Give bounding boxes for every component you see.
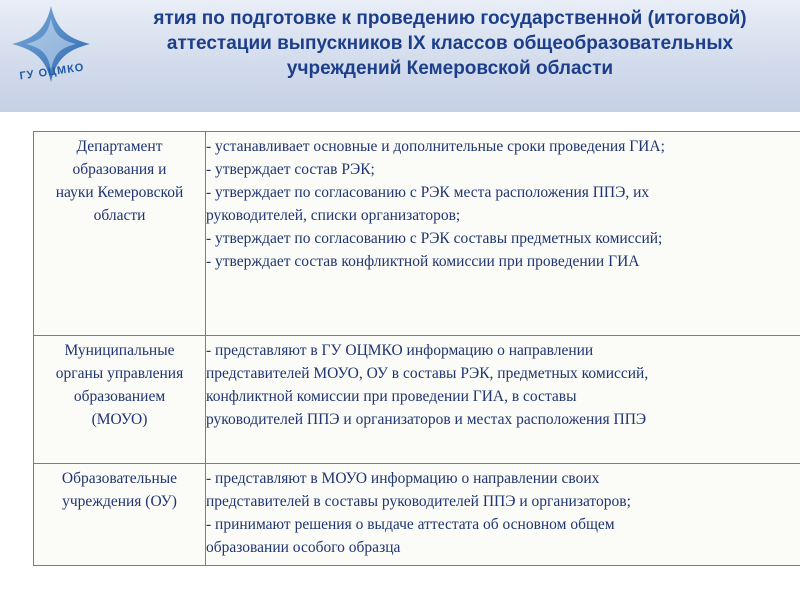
- department-cell: [34, 464, 206, 566]
- table-row: [34, 336, 800, 464]
- duty-line: образовании особого образца: [206, 539, 401, 556]
- department-line: Муниципальные: [64, 342, 175, 359]
- department-cell: [34, 132, 206, 336]
- duty-line: руководителей ППЭ и организаторов и местах расположения ППЭ: [206, 411, 647, 428]
- department-line: Образовательные: [61, 470, 178, 487]
- duty-line: - утверждает по согласованию с РЭК составы предметных комиссий;: [206, 230, 663, 247]
- duties-cell: [206, 336, 800, 464]
- page-title: [95, 6, 800, 81]
- department-line: Департамент: [76, 138, 163, 155]
- duty-line: - представляют в МОУО информацию о направлении своих: [206, 470, 600, 487]
- duty-line: - утверждает состав РЭК;: [206, 161, 375, 178]
- department-line: образованием: [73, 388, 166, 405]
- duties-cell: [206, 132, 800, 336]
- table-row: [34, 132, 800, 336]
- duty-line: - утверждает состав конфликтной комиссии при проведении ГИА: [206, 253, 640, 270]
- title-line: ятия по подготовке к проведению государственной (итоговой): [153, 8, 747, 29]
- department-line: органы управления: [55, 365, 184, 382]
- duty-line: - устанавливает основные и дополнительные сроки проведения ГИА;: [206, 138, 665, 155]
- duty-line: представителей в составы руководителей ППЭ и организаторов;: [206, 493, 631, 510]
- department-line: образования и: [72, 161, 167, 178]
- responsibilities-table: [33, 131, 800, 566]
- department-cell: [34, 336, 206, 464]
- duty-line: представителей МОУО, ОУ в составы РЭК, предметных комиссий,: [206, 365, 649, 382]
- duty-line: - принимают решения о выдаче аттестата об основном общем: [206, 516, 615, 533]
- department-line: учреждения (ОУ): [62, 493, 177, 510]
- duty-line: - представляют в ГУ ОЦМКО информацию о направлении: [206, 342, 594, 359]
- department-line: (МОУО): [91, 411, 148, 428]
- department-line: науки Кемеровской: [55, 184, 184, 201]
- slide-header: [0, 0, 800, 112]
- duty-line: - утверждает по согласованию с РЭК места расположения ППЭ, их: [206, 184, 650, 201]
- title-line: аттестации выпускников IX классов общеобразовательных: [166, 33, 734, 54]
- duties-cell: [206, 464, 800, 566]
- logo-label: ГУ ОЦМКО: [18, 61, 86, 83]
- duty-line: конфликтной комиссии при проведении ГИА, в составы: [206, 388, 577, 405]
- table-row: [34, 464, 800, 566]
- department-line: области: [93, 207, 146, 224]
- title-line: учреждений Кемеровской области: [286, 58, 614, 79]
- duty-line: руководителей, списки организаторов;: [206, 207, 461, 224]
